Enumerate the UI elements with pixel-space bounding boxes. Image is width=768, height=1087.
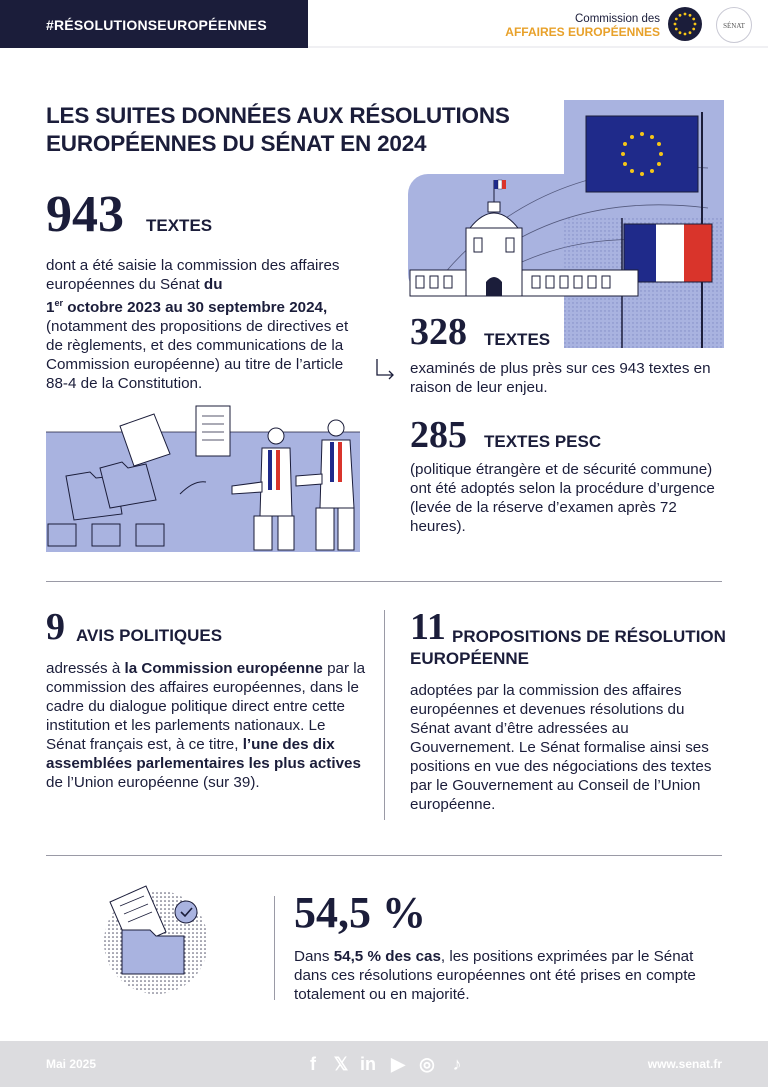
stat4-text-c: de l’Union européenne (sur 39). bbox=[46, 774, 260, 791]
x-icon[interactable]: 𝕏 bbox=[333, 1054, 349, 1074]
stat2-unit: TEXTES bbox=[484, 330, 551, 349]
stat1-bold-du: du bbox=[203, 276, 223, 293]
stat1-sup: er bbox=[54, 298, 63, 308]
stat6-bold: 54,5 % des cas bbox=[333, 948, 441, 965]
section-divider-2 bbox=[46, 855, 722, 856]
stat6-number: 54,5 % bbox=[294, 888, 426, 937]
stat6-description bbox=[294, 947, 724, 1004]
senat-logo: SÉNAT bbox=[716, 7, 752, 43]
stat3-description: (politique étrangère et de sécurité commune) ont été adoptés selon la procédure d’urgence (levée de la réserve d’examen après 72 heures). bbox=[410, 461, 715, 535]
stat3-unit: TEXTES PESC bbox=[484, 432, 602, 451]
column-divider bbox=[384, 610, 385, 820]
stat4-text-a: adressés à bbox=[46, 660, 125, 677]
stat6-divider bbox=[274, 896, 275, 1000]
stat6-text-a: Dans bbox=[294, 948, 334, 965]
commission-logo-text bbox=[505, 13, 660, 39]
stat5-number: 11 bbox=[410, 606, 446, 648]
stat2-number: 328 bbox=[410, 311, 467, 353]
title-line1: LES SUITES DONNÉES AUX RÉSOLUTIONS bbox=[46, 103, 510, 128]
facebook-icon[interactable]: f bbox=[310, 1054, 316, 1074]
stat4-bold-commission: la Commission européenne bbox=[124, 660, 323, 677]
stat1-bold-dates: octobre 2023 au 30 septembre 2024, bbox=[62, 299, 328, 317]
footer-date: Mai 2025 bbox=[46, 1057, 97, 1071]
senators-documents-illustration bbox=[46, 404, 360, 554]
hashtag-banner: #RÉSOLUTIONSEUROPÉENNES bbox=[0, 0, 308, 48]
stat5-description: adoptées par la commission des affaires européennes et devenues résolutions du Sénat avant d’être adressées au Gouvernement. Le Sénat formalise ainsi ses positions en vue des négociations des textes par le Gouvernement au Conseil de l’Union européenne. bbox=[410, 682, 712, 813]
stat5-unit: PROPOSITIONS DE RÉSOLUTION EUROPÉENNE bbox=[410, 627, 726, 668]
tiktok-icon[interactable]: ♪ bbox=[452, 1054, 462, 1074]
stat3-number: 285 bbox=[410, 414, 467, 456]
stat1-text-b: (notamment des propositions de directives et de règlements, et des communications de la Commission européenne) au titre de l’article 88-4 de la Constitution. bbox=[46, 318, 349, 393]
header-divider bbox=[308, 46, 768, 48]
stat1-text-a: dont a été saisie la commission des affaires européennes du Sénat bbox=[46, 257, 340, 293]
stat1-bold-1: 1 bbox=[46, 299, 55, 317]
linkedin-icon[interactable]: in bbox=[360, 1054, 376, 1074]
stat1-number: 943 bbox=[46, 186, 124, 243]
stat4-description bbox=[46, 659, 366, 792]
instagram-icon[interactable]: ◎ bbox=[419, 1054, 435, 1074]
stat2-description: examinés de plus près sur ces 943 textes en raison de leur enjeu. bbox=[410, 360, 711, 396]
youtube-icon[interactable]: ▶ bbox=[391, 1054, 405, 1074]
commission-line1: Commission des bbox=[575, 13, 660, 25]
stat4-unit: AVIS POLITIQUES bbox=[76, 626, 223, 645]
stat6-text-b: , les positions exprimées par le Sénat dans ces résolutions européennes ont été prises en compte totalement ou en majorité. bbox=[294, 948, 696, 1003]
stat4-text-b: par la commission des affaires européennes, dans le cadre du dialogue politique direct entre cette institution et les parlements nationaux. Le Sénat français est, à ce titre, bbox=[46, 660, 366, 753]
title-line2: EUROPÉENNES DU SÉNAT EN 2024 bbox=[46, 131, 427, 156]
folder-check-illustration bbox=[100, 880, 218, 998]
stat4-number: 9 bbox=[46, 606, 65, 648]
eu-stars-svg bbox=[668, 7, 702, 41]
stat4-bold-assemblies: l’une des dix assemblées parlementaires les plus actives bbox=[46, 736, 361, 772]
commission-line2: AFFAIRES EUROPÉENNES bbox=[505, 25, 660, 39]
eu-stars-icon bbox=[668, 7, 702, 41]
footer-website-link[interactable]: www.senat.fr bbox=[647, 1057, 722, 1071]
section-divider-1 bbox=[46, 581, 722, 582]
stat1-description bbox=[46, 256, 364, 393]
arrow-icon bbox=[373, 357, 397, 383]
stat1-unit: TEXTES bbox=[146, 216, 213, 235]
